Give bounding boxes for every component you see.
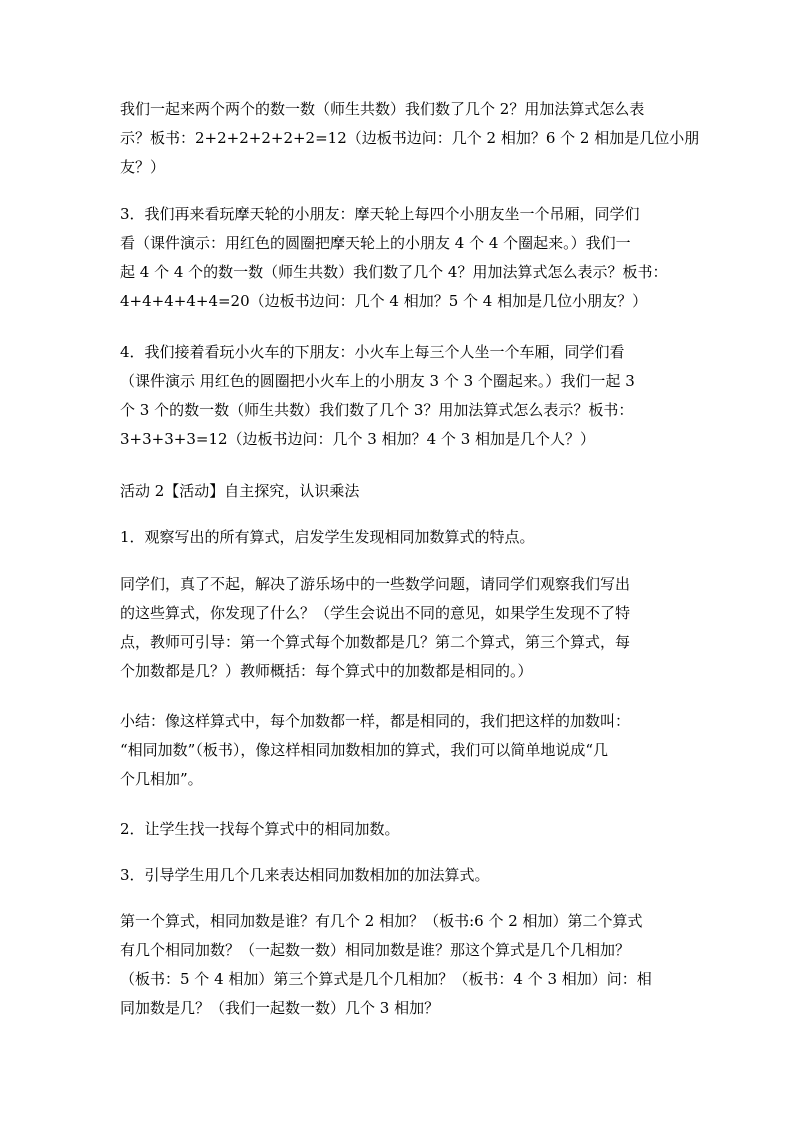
text-line: 4．我们接着看玩小火车的下朋友：小火车上每三个人坐一个车厢，同学们看	[120, 343, 625, 361]
section-heading-activity-2	[120, 477, 680, 506]
text-line: 3．我们再来看玩摩天轮的小朋友：摩天轮上每四个小朋友坐一个吊厢，同学们	[120, 205, 640, 223]
text-line: 示？板书：2+2+2+2+2+2=12（边板书边问：几个 2 相加？6 个 2 相加是几位小朋	[120, 129, 700, 147]
paragraph-ferris-wheel	[120, 200, 680, 316]
text-line: 3．引导学生用几个几来表达相同加数相加的加法算式。	[120, 866, 490, 884]
paragraph-identify-addends	[120, 907, 680, 1023]
text-line: 个加数都是几？）教师概括：每个算式中的加数都是相同的。）	[120, 662, 533, 680]
text-line: “相同加数”（板书），像这样相同加数相加的算式，我们可以简单地说成“几	[120, 741, 609, 759]
paragraph-step-2	[120, 815, 680, 844]
paragraph-step-3	[120, 861, 680, 890]
text-line: 2．让学生找一找每个算式中的相同加数。	[120, 820, 400, 838]
text-line: 1．观察写出的所有算式，启发学生发现相同加数算式的特点。	[120, 528, 535, 546]
text-line: 活动 2【活动】自主探究，认识乘法	[120, 482, 360, 500]
text-line: 4+4+4+4+4=20（边板书边问：几个 4 相加？5 个 4 相加是几位小朋友？）	[120, 292, 648, 310]
text-line: 小结：像这样算式中，每个加数都一样，都是相同的，我们把这样的加数叫：	[120, 712, 631, 730]
text-line: 看（课件演示：用红色的圆圈把摩天轮上的小朋友 4 个 4 个圈起来。）我们一	[120, 234, 631, 252]
text-line: （板书：5 个 4 相加）第三个算式是几个几相加？（板书：4 个 3 相加）问：相	[120, 970, 652, 988]
paragraph-observe-formulas	[120, 570, 680, 686]
paragraph-small-train	[120, 338, 680, 454]
text-line: 个 3 个的数一数（师生共数）我们数了几个 3？用加法算式怎么表示？板书：	[120, 401, 634, 419]
text-line: 起 4 个 4 个的数一数（师生共数）我们数了几个 4？用加法算式怎么表示？板书：	[120, 263, 668, 281]
text-line: 同加数是几？（我们一起数一数）几个 3 相加？	[120, 999, 440, 1017]
paragraph-step-1	[120, 523, 680, 552]
text-line: 同学们，真了不起，解决了游乐场中的一些数学问题，请同学们观察我们写出	[120, 575, 631, 593]
text-line: 的这些算式，你发现了什么？（学生会说出不同的意见，如果学生发现不了特	[120, 604, 631, 622]
text-line: 点，教师可引导：第一个算式每个加数都是几？第二个算式，第三个算式，每	[120, 633, 631, 651]
text-line: 个几相加”。	[120, 770, 203, 788]
paragraph-summary	[120, 707, 680, 794]
paragraph-count-by-twos	[120, 95, 700, 182]
text-line: 第一个算式，相同加数是谁？有几个 2 相加？（板书:6 个 2 相加）第二个算式	[120, 912, 643, 930]
text-line: （课件演示 用红色的圆圈把小火车上的小朋友 3 个 3 个圈起来。）我们一起 3	[120, 372, 635, 390]
text-line: 3+3+3+3=12（边板书边问：几个 3 相加？4 个 3 相加是几个人？）	[120, 430, 596, 448]
text-line: 我们一起来两个两个的数一数（师生共数）我们数了几个 2？用加法算式怎么表	[120, 100, 645, 118]
text-line: 友？）	[120, 158, 166, 176]
text-line: 有几个相同加数？（一起数一数）相同加数是谁？那这个算式是几个几相加？	[120, 941, 631, 959]
